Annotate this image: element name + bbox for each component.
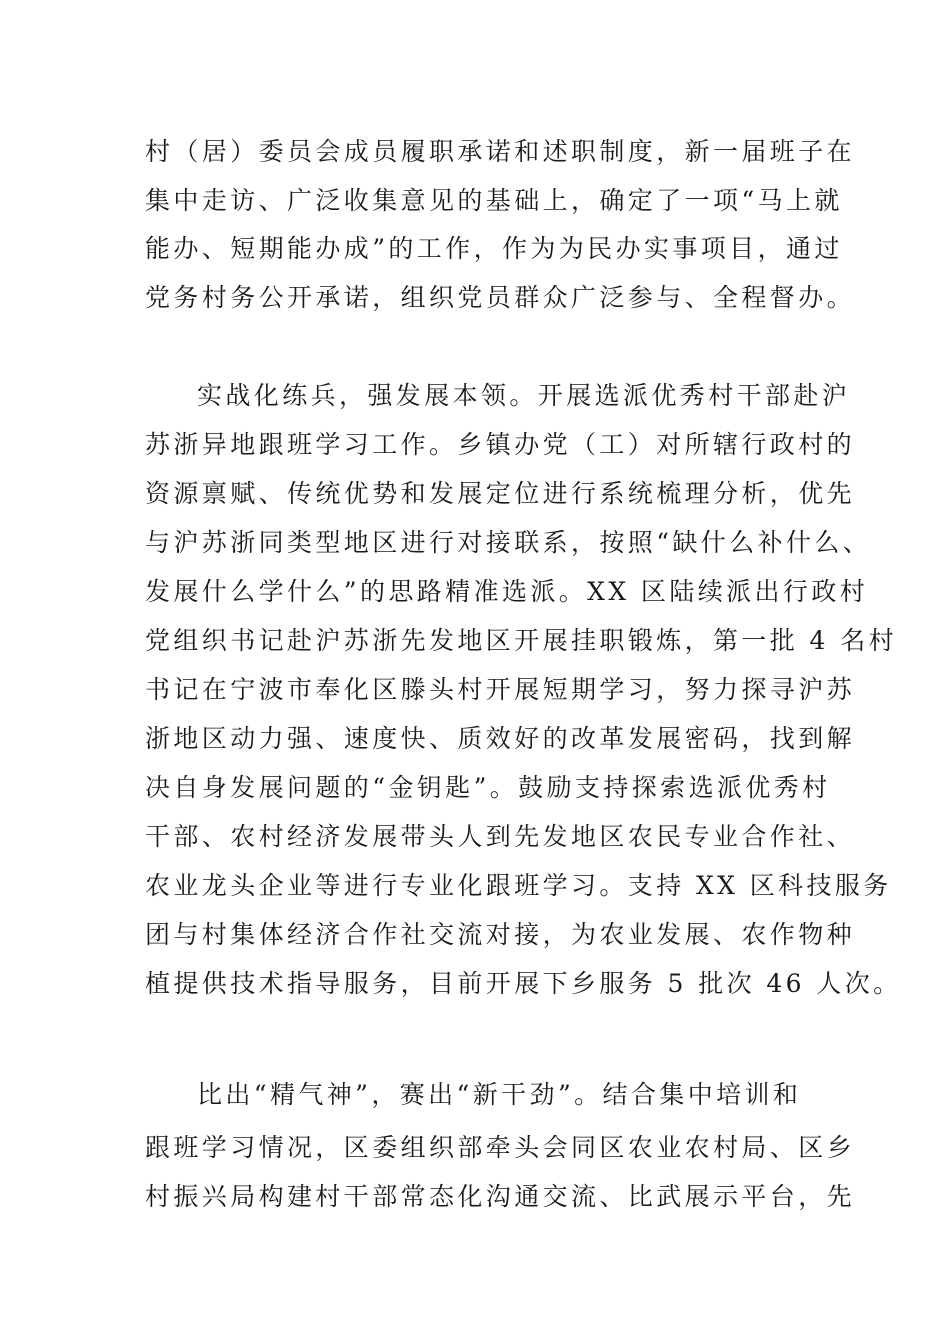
paragraph-2-line-5: 发展什么学什么”的思路精准选派。XX 区陆续派出行政村 — [145, 577, 869, 606]
paragraph-2-line-6: 党组织书记赴沪苏浙先发地区开展挂职锻炼，第一批 4 名村 — [145, 626, 898, 655]
paragraph-2-line-9: 决自身发展问题的“金钥匙”。鼓励支持探索选派优秀村 — [145, 773, 831, 802]
paragraph-2-line-10: 干部、农村经济发展带头人到先发地区农民专业合作社、 — [145, 822, 856, 851]
paragraph-3-line-3: 村振兴局构建村干部常态化沟通交流、比武展示平台，先 — [145, 1182, 856, 1211]
paragraph-2-line-4: 与沪苏浙同类型地区进行对接联系，按照“缺什么补什么、 — [145, 528, 872, 557]
paragraph-2-line-12: 团与村集体经济合作社交流对接，为农业发展、农作物种 — [145, 920, 856, 949]
paragraph-2-line-11: 农业龙头企业等进行专业化跟班学习。支持 XX 区科技服务 — [145, 871, 892, 900]
paragraph-1-line-1: 村（居）委员会成员履职承诺和述职制度，新一届班子在 — [145, 137, 856, 166]
paragraph-2-line-8: 浙地区动力强、速度快、质效好的改革发展密码，找到解 — [145, 724, 856, 753]
paragraph-1-line-4: 党务村务公开承诺，组织党员群众广泛参与、全程督办。 — [145, 283, 856, 312]
paragraph-2-line-1: 实战化练兵，强发展本领。开展选派优秀村干部赴沪 — [197, 381, 851, 410]
paragraph-3-line-1: 比出“精气神”，赛出“新干劲”。结合集中培训和 — [197, 1080, 802, 1109]
paragraph-2-line-2: 苏浙异地跟班学习工作。乡镇办党（工）对所辖行政村的 — [145, 430, 856, 459]
paragraph-2-line-3: 资源禀赋、传统优势和发展定位进行系统梳理分析，优先 — [145, 479, 856, 508]
paragraph-2-line-13: 植提供技术指导服务，目前开展下乡服务 5 批次 46 人次。 — [145, 969, 902, 998]
paragraph-2-line-7: 书记在宁波市奉化区滕头村开展短期学习，努力探寻沪苏 — [145, 675, 856, 704]
paragraph-1-line-3: 能办、短期能办成”的工作，作为为民办实事项目，通过 — [145, 234, 843, 263]
paragraph-1-line-2: 集中走访、广泛收集意见的基础上，确定了一项“马上就 — [145, 186, 843, 215]
paragraph-3-line-2: 跟班学习情况，区委组织部牵头会同区农业农村局、区乡 — [145, 1133, 856, 1162]
